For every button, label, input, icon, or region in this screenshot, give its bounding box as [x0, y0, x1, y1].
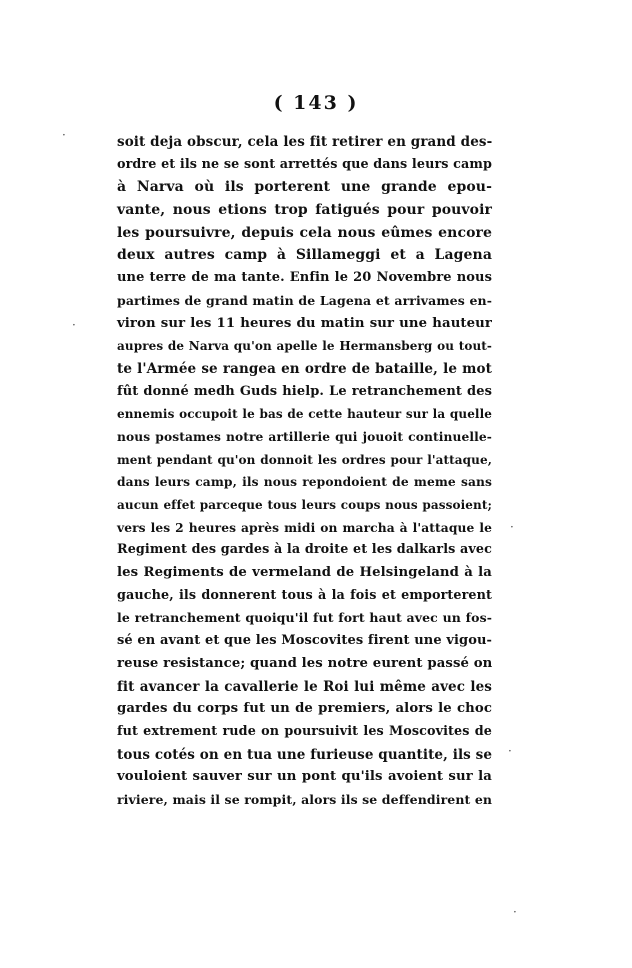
text-line: tous cotés on en tua une furieuse quantite, ils se	[117, 746, 493, 763]
text-line: les Regiments de vermeland de Helsingeland à la	[117, 565, 492, 581]
text-line: à Narva où ils porterent une grande epou-	[117, 179, 492, 196]
text-line: le retranchement quoiqu'il fut fort haut avec un fos-	[117, 610, 492, 626]
text-line: gauche, ils donnerent tous à la fois et emporterent	[117, 587, 492, 603]
text-line: te l'Armée se rangea en ordre de bataille, le mot	[117, 360, 492, 377]
margin-speck: ·	[72, 318, 76, 332]
text-line: partimes de grand matin de Lagena et arrivames en-	[117, 292, 492, 308]
text-line: soit deja obscur, cela les fit retirer en grand des-	[117, 134, 493, 150]
text-line: sé en avant et que les Moscovites firent une vigou-	[117, 633, 493, 649]
margin-speck: ·	[62, 128, 66, 142]
text-line: vouloient sauver sur un pont qu'ils avoient sur la	[117, 769, 492, 785]
text-line: Regiment des gardes à la droite et les dalkarls avec	[117, 542, 492, 558]
text-line: deux autres camp à Sillameggi et a Lagena	[117, 247, 492, 264]
text-line: ennemis occupoit le bas de cette hauteur sur la quelle	[117, 407, 492, 422]
text-line: fit avancer la cavallerie le Roi lui même avec les	[117, 678, 492, 695]
body-text	[117, 131, 492, 812]
text-line: ordre et ils ne se sont arrettés que dans leurs camp	[117, 156, 492, 172]
margin-speck: ·	[513, 905, 517, 919]
text-line: dans leurs camp, ils nous repondoient de meme sans	[117, 474, 492, 490]
text-line: vers les 2 heures après midi on marcha à l'attaque le	[117, 519, 492, 535]
text-line: une terre de ma tante. Enfin le 20 Novembre nous	[117, 270, 492, 286]
text-line: gardes du corps fut un de premiers, alors le choc	[117, 701, 492, 717]
page-number: ( 143 )	[273, 92, 359, 114]
text-line: les poursuivre, depuis cela nous eûmes encore	[117, 224, 492, 241]
text-line: ment pendant qu'on donnoit les ordres pour l'attaque,	[117, 452, 492, 467]
text-line: fut extrement rude on poursuivit les Moscovites de	[117, 723, 492, 739]
text-line: aupres de Narva qu'on apelle le Hermansberg ou tout-	[117, 339, 492, 354]
margin-speck: ·	[508, 744, 512, 758]
text-line: reuse resistance; quand les notre eurent passé on	[117, 655, 493, 671]
text-line: fût donné medh Guds hielp. Le retranchement des	[117, 383, 492, 399]
text-line: nous postames notre artillerie qui jouoit continuelle-	[117, 428, 492, 444]
text-line: riviere, mais il se rompit, alors ils se deffendirent en	[117, 791, 493, 807]
text-line: vante, nous etions trop fatigués pour pouvoir	[117, 202, 492, 219]
text-line: aucun effet parceque tous leurs coups nous passoient;	[117, 498, 492, 512]
text-line: viron sur les 11 heures du matin sur une hauteur	[117, 315, 492, 331]
margin-speck: ·	[510, 520, 514, 534]
